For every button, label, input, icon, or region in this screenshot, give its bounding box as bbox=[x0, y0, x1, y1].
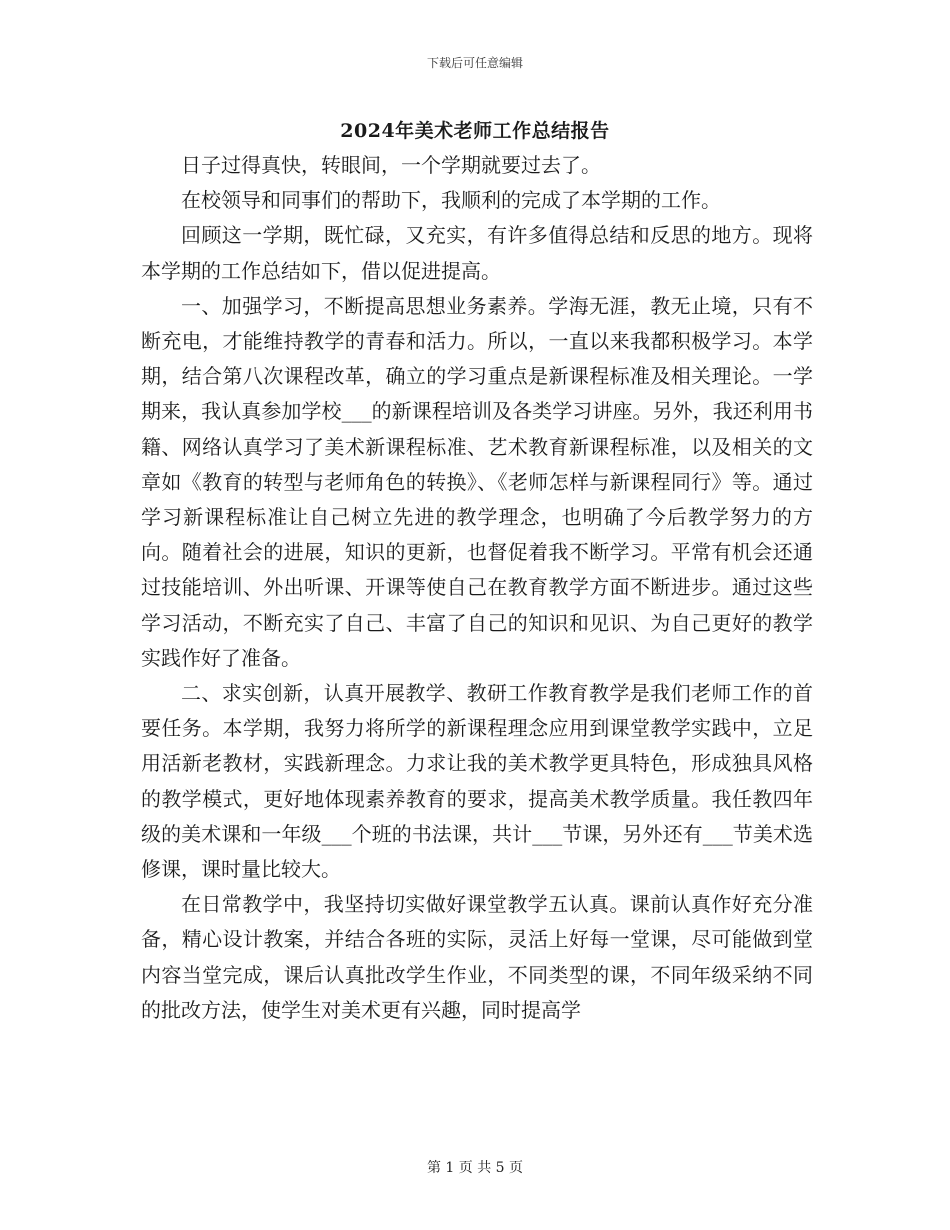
header-note: 下载后可任意编辑 bbox=[426, 56, 523, 70]
document-body bbox=[141, 148, 813, 1028]
page-indicator: 第 1 页 共 5 页 bbox=[426, 1160, 524, 1176]
paragraph: 日子过得真快，转眼间，一个学期就要过去了。 bbox=[181, 153, 601, 177]
paragraph: 回顾这一学期，既忙碌，又充实，有许多值得总结和反思的地方。现将本学期的工作总结如下，借以促进提高。 bbox=[141, 223, 813, 283]
paragraph: 一、加强学习，不断提高思想业务素养。学海无涯，教无止境，只有不断充电，才能维持教学的青春和活力。所以，一直以来我都积极学习。本学期，结合第八次课程改革，确立的学习重点是新课程标准及相关理论。一学期来，我认真参加学校___的新课程培训及各类学习讲座。另外，我还利用书籍、网络认真学习了美术新课程标准、艺术教育新课程标准，以及相关的文章如《教育的转型与老师角色的转换》、《老师怎样与新课程同行》等。通过学习新课程标准让自己树立先进的教学理念，也明确了今后教学努力的方向。随着社会的进展，知识的更新，也督促着我不断学习。平常有机会还通过技能培训、外出听课、开课等使自己在教育教学方面不断进步。通过这些学习活动，不断充实了自己、丰富了自己的知识和见识、为自己更好的教学实践作好了准备。 bbox=[141, 293, 813, 670]
paragraph: 在校领导和同事们的帮助下，我顺利的完成了本学期的工作。 bbox=[181, 188, 721, 213]
paragraph: 二、求实创新，认真开展教学、教研工作教育教学是我们老师工作的首要任务。本学期，我努力将所学的新课程理念应用到课堂教学实践中，立足用活新老教材，实践新理念。力求让我的美术教学更具特色，形成独具风格的教学模式，更好地体现素养教育的要求，提高美术教学质量。我任教四年级的美术课和一年级___个班的书法课，共计___节课，另外还有___节美术选修课，课时量比较大。 bbox=[141, 681, 813, 882]
document-title: 2024年美术老师工作总结报告 bbox=[340, 120, 610, 142]
paragraph: 在日常教学中，我坚持切实做好课堂教学五认真。课前认真作好充分准备，精心设计教案，并结合各班的实际，灵活上好每一堂课，尽可能做到堂内容当堂完成，课后认真批改学生作业，不同类型的课，不同年级采纳不同的批改方法，使学生对美术更有兴趣，同时提高学 bbox=[141, 892, 813, 1022]
